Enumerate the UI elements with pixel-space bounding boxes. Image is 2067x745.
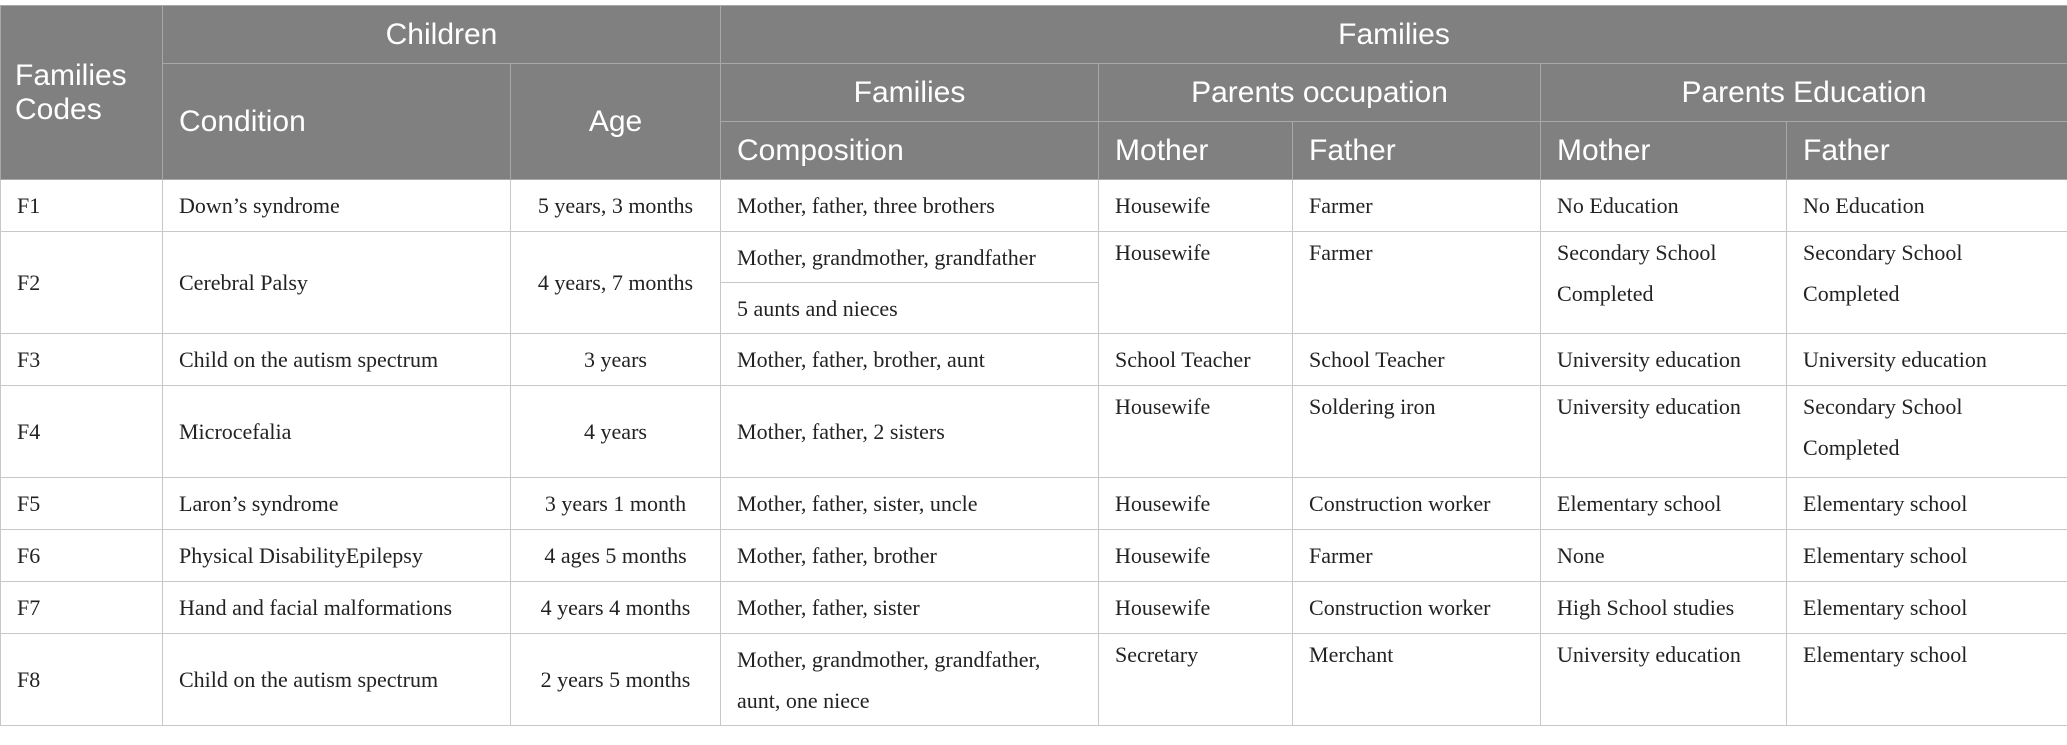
cell-code: F7 — [1, 582, 163, 634]
cell-education-mother: University education — [1541, 334, 1787, 386]
cell-education-mother: No Education — [1541, 180, 1787, 232]
cell-code: F4 — [1, 386, 163, 478]
cell-age: 4 years — [511, 386, 721, 478]
cell-occupation-mother: Housewife — [1099, 582, 1293, 634]
cell-occupation-mother: Housewife — [1099, 180, 1293, 232]
header-families: Families — [721, 6, 2067, 64]
cell-occupation-mother: Secretary — [1099, 634, 1293, 726]
cell-education-father: Secondary School Completed — [1787, 386, 2067, 478]
header-education-mother: Mother — [1541, 122, 1787, 180]
cell-education-father: Elementary school — [1787, 478, 2067, 530]
table-row — [1, 582, 2067, 634]
table-row — [1, 232, 2067, 283]
cell-education-mother: Secondary School Completed — [1541, 232, 1787, 334]
cell-code: F8 — [1, 634, 163, 726]
cell-occupation-father: School Teacher — [1293, 334, 1541, 386]
cell-age: 5 years, 3 months — [511, 180, 721, 232]
cell-education-mother: Elementary school — [1541, 478, 1787, 530]
header-families-codes: Families Codes — [1, 6, 163, 180]
cell-occupation-mother: Housewife — [1099, 386, 1293, 478]
cell-composition-continued: 5 aunts and nieces — [721, 283, 1099, 334]
cell-occupation-father: Farmer — [1293, 232, 1541, 334]
cell-education-father: Elementary school — [1787, 582, 2067, 634]
cell-age: 3 years 1 month — [511, 478, 721, 530]
header-row-1 — [1, 6, 2067, 64]
cell-condition: Child on the autism spectrum — [163, 634, 511, 726]
cell-code: F6 — [1, 530, 163, 582]
header-children: Children — [163, 6, 721, 64]
cell-composition: Mother, father, three brothers — [721, 180, 1099, 232]
cell-occupation-father: Farmer — [1293, 180, 1541, 232]
table-header — [1, 6, 2067, 180]
cell-code: F3 — [1, 334, 163, 386]
cell-composition: Mother, father, sister — [721, 582, 1099, 634]
cell-condition: Hand and facial malformations — [163, 582, 511, 634]
header-occupation-father: Father — [1293, 122, 1541, 180]
cell-education-father: Secondary School Completed — [1787, 232, 2067, 334]
cell-age: 4 years, 7 months — [511, 232, 721, 334]
cell-occupation-mother: School Teacher — [1099, 334, 1293, 386]
cell-education-father: No Education — [1787, 180, 2067, 232]
cell-composition: Mother, grandmother, grandfather, aunt, one niece — [721, 634, 1099, 726]
header-families-sub: Families — [721, 64, 1099, 122]
table-row — [1, 180, 2067, 232]
cell-age: 4 ages 5 months — [511, 530, 721, 582]
table-row — [1, 478, 2067, 530]
cell-education-mother: None — [1541, 530, 1787, 582]
cell-code: F2 — [1, 232, 163, 334]
table-row — [1, 634, 2067, 726]
cell-code: F1 — [1, 180, 163, 232]
cell-composition: Mother, father, sister, uncle — [721, 478, 1099, 530]
header-education-father: Father — [1787, 122, 2067, 180]
header-composition: Composition — [721, 122, 1099, 180]
cell-occupation-mother: Housewife — [1099, 530, 1293, 582]
header-row-2 — [1, 64, 2067, 122]
cell-education-father: Elementary school — [1787, 634, 2067, 726]
cell-age: 4 years 4 months — [511, 582, 721, 634]
cell-education-mother: High School studies — [1541, 582, 1787, 634]
cell-occupation-father: Farmer — [1293, 530, 1541, 582]
header-parents-occupation: Parents occupation — [1099, 64, 1541, 122]
cell-education-mother: University education — [1541, 634, 1787, 726]
cell-condition: Microcefalia — [163, 386, 511, 478]
header-parents-education: Parents Education — [1541, 64, 2067, 122]
cell-condition: Down’s syndrome — [163, 180, 511, 232]
cell-composition: Mother, father, 2 sisters — [721, 386, 1099, 478]
cell-code: F5 — [1, 478, 163, 530]
cell-education-father: Elementary school — [1787, 530, 2067, 582]
cell-age: 3 years — [511, 334, 721, 386]
cell-occupation-father: Merchant — [1293, 634, 1541, 726]
table-body — [1, 180, 2067, 726]
cell-occupation-mother: Housewife — [1099, 232, 1293, 334]
cell-condition: Cerebral Palsy — [163, 232, 511, 334]
cell-occupation-father: Construction worker — [1293, 582, 1541, 634]
cell-condition: Laron’s syndrome — [163, 478, 511, 530]
cell-occupation-father: Soldering iron — [1293, 386, 1541, 478]
header-age: Age — [511, 64, 721, 180]
table-row — [1, 530, 2067, 582]
cell-education-mother: University education — [1541, 386, 1787, 478]
header-occupation-mother: Mother — [1099, 122, 1293, 180]
cell-education-father: University education — [1787, 334, 2067, 386]
cell-composition: Mother, father, brother — [721, 530, 1099, 582]
cell-composition: Mother, father, brother, aunt — [721, 334, 1099, 386]
header-condition: Condition — [163, 64, 511, 180]
cell-occupation-father: Construction worker — [1293, 478, 1541, 530]
table-row — [1, 386, 2067, 478]
families-table — [0, 5, 2067, 726]
table-row — [1, 334, 2067, 386]
cell-composition: Mother, grandmother, grandfather — [721, 232, 1099, 283]
cell-age: 2 years 5 months — [511, 634, 721, 726]
cell-condition: Child on the autism spectrum — [163, 334, 511, 386]
cell-occupation-mother: Housewife — [1099, 478, 1293, 530]
cell-condition: Physical DisabilityEpilepsy — [163, 530, 511, 582]
